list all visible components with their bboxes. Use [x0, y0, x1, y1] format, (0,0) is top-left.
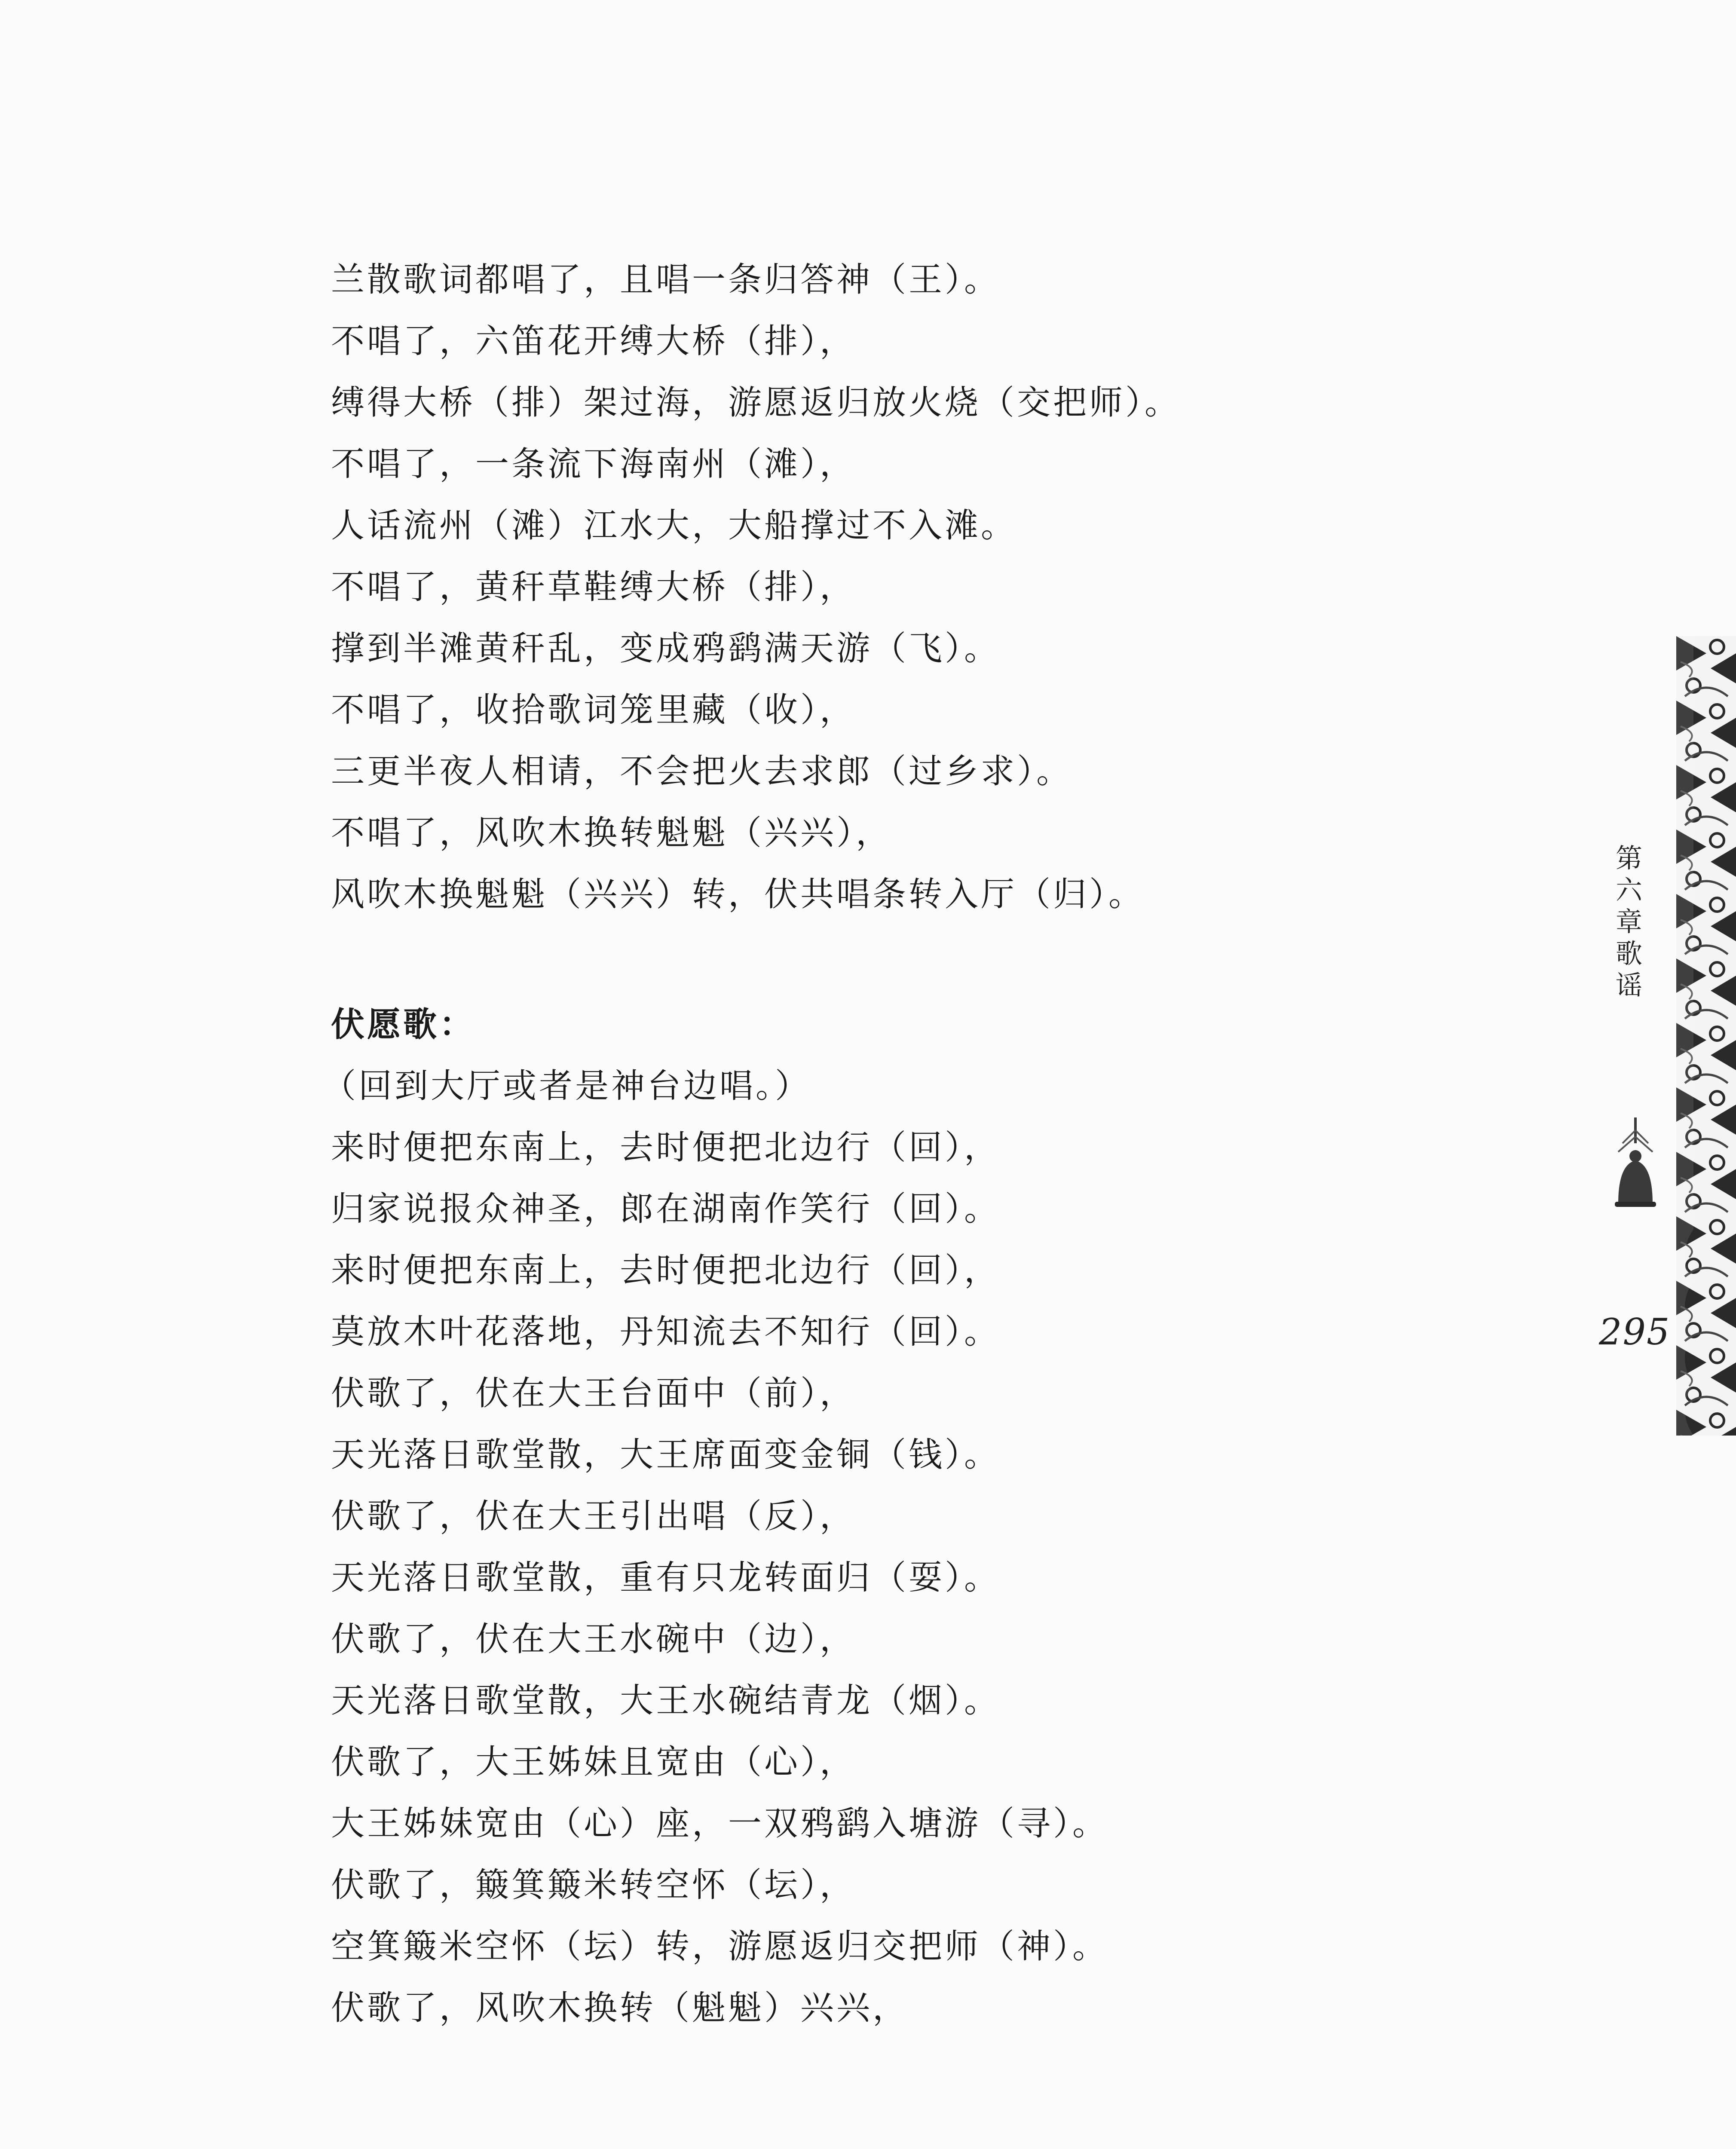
song-line-15: 伏歌了，风吹木换转（魁魁）兴兴， [331, 1989, 909, 2027]
text-line-7: 撑到半滩黄秆乱，变成鸦鹞满天游（飞）。 [331, 629, 1001, 668]
song-line-8: 天光落日歌堂散，重有只龙转面归（耍）。 [331, 1558, 1001, 1597]
song-line-7: 伏歌了，伏在大王引出唱（反）， [331, 1497, 856, 1536]
page-number: 295 [1599, 1311, 1671, 1353]
main-text [322, 249, 1491, 2039]
chapter-title-char-1: 歌 [1615, 938, 1642, 969]
chapter-marker [1610, 842, 1648, 1001]
text-line-2: 不唱了，六笛花开缚大桥（排）， [331, 322, 856, 361]
song-line-4: 莫放木叶花落地，丹知流去不知行（回）。 [331, 1313, 1001, 1351]
song-line-9: 伏歌了，伏在大王水碗中（边）， [331, 1620, 856, 1659]
song-line-2: 归家说报众神圣，郎在湖南作笑行（回）。 [331, 1190, 1001, 1228]
text-line-6: 不唱了，黄秆草鞋缚大桥（排）， [331, 568, 856, 606]
text-line-11: 风吹木换魁魁（兴兴）转，伏共唱条转入厅（归）。 [331, 875, 1145, 914]
song-line-13: 伏歌了，簸箕簸米转空怀（坛）， [331, 1866, 856, 1904]
song-line-11: 伏歌了，大王姊妹且宽由（心）， [331, 1743, 856, 1782]
song-line-6: 天光落日歌堂散，大王席面变金铜（钱）。 [331, 1436, 1001, 1474]
song-line-14: 空箕簸米空怀（坛）转，游愿返归交把师（神）。 [331, 1927, 1109, 1966]
song-line-5: 伏歌了，伏在大王台面中（前）， [331, 1374, 856, 1413]
section-note: （回到大厅或者是神台边唱。） [322, 1067, 811, 1105]
text-line-1: 兰散歌词都唱了，且唱一条归答神（王）。 [331, 260, 1001, 299]
chapter-title-char-2: 谣 [1615, 970, 1642, 1001]
ornamental-border [1676, 636, 1736, 1436]
chapter-char-2: 六 [1615, 874, 1642, 906]
song-line-10: 天光落日歌堂散，大王水碗结青龙（烟）。 [331, 1681, 1001, 1720]
song-line-1: 来时便把东南上，去时便把北边行（回）， [331, 1128, 1001, 1167]
chapter-char-1: 第 [1615, 842, 1642, 874]
bell-icon [1605, 1117, 1666, 1212]
section-gap [331, 925, 1491, 994]
text-line-8: 不唱了，收拾歌词笼里藏（收）， [331, 691, 856, 729]
text-line-10: 不唱了，风吹木换转魁魁（兴兴）， [331, 814, 892, 852]
song-line-12: 大王姊妹宽由（心）座，一双鸦鹞入塘游（寻）。 [331, 1804, 1109, 1843]
chapter-char-3: 章 [1615, 906, 1642, 937]
text-line-4: 不唱了，一条流下海南州（滩）， [331, 445, 856, 484]
song-line-3: 来时便把东南上，去时便把北边行（回）， [331, 1251, 1001, 1290]
section-heading: 伏愿歌： [331, 1005, 476, 1044]
text-line-3: 缚得大桥（排）架过海，游愿返归放火烧（交把师）。 [331, 383, 1181, 422]
text-line-9: 三更半夜人相请，不会把火去求郎（过乡求）。 [331, 752, 1073, 791]
text-line-5: 人话流州（滩）江水大，大船撑过不入滩。 [331, 506, 1017, 545]
